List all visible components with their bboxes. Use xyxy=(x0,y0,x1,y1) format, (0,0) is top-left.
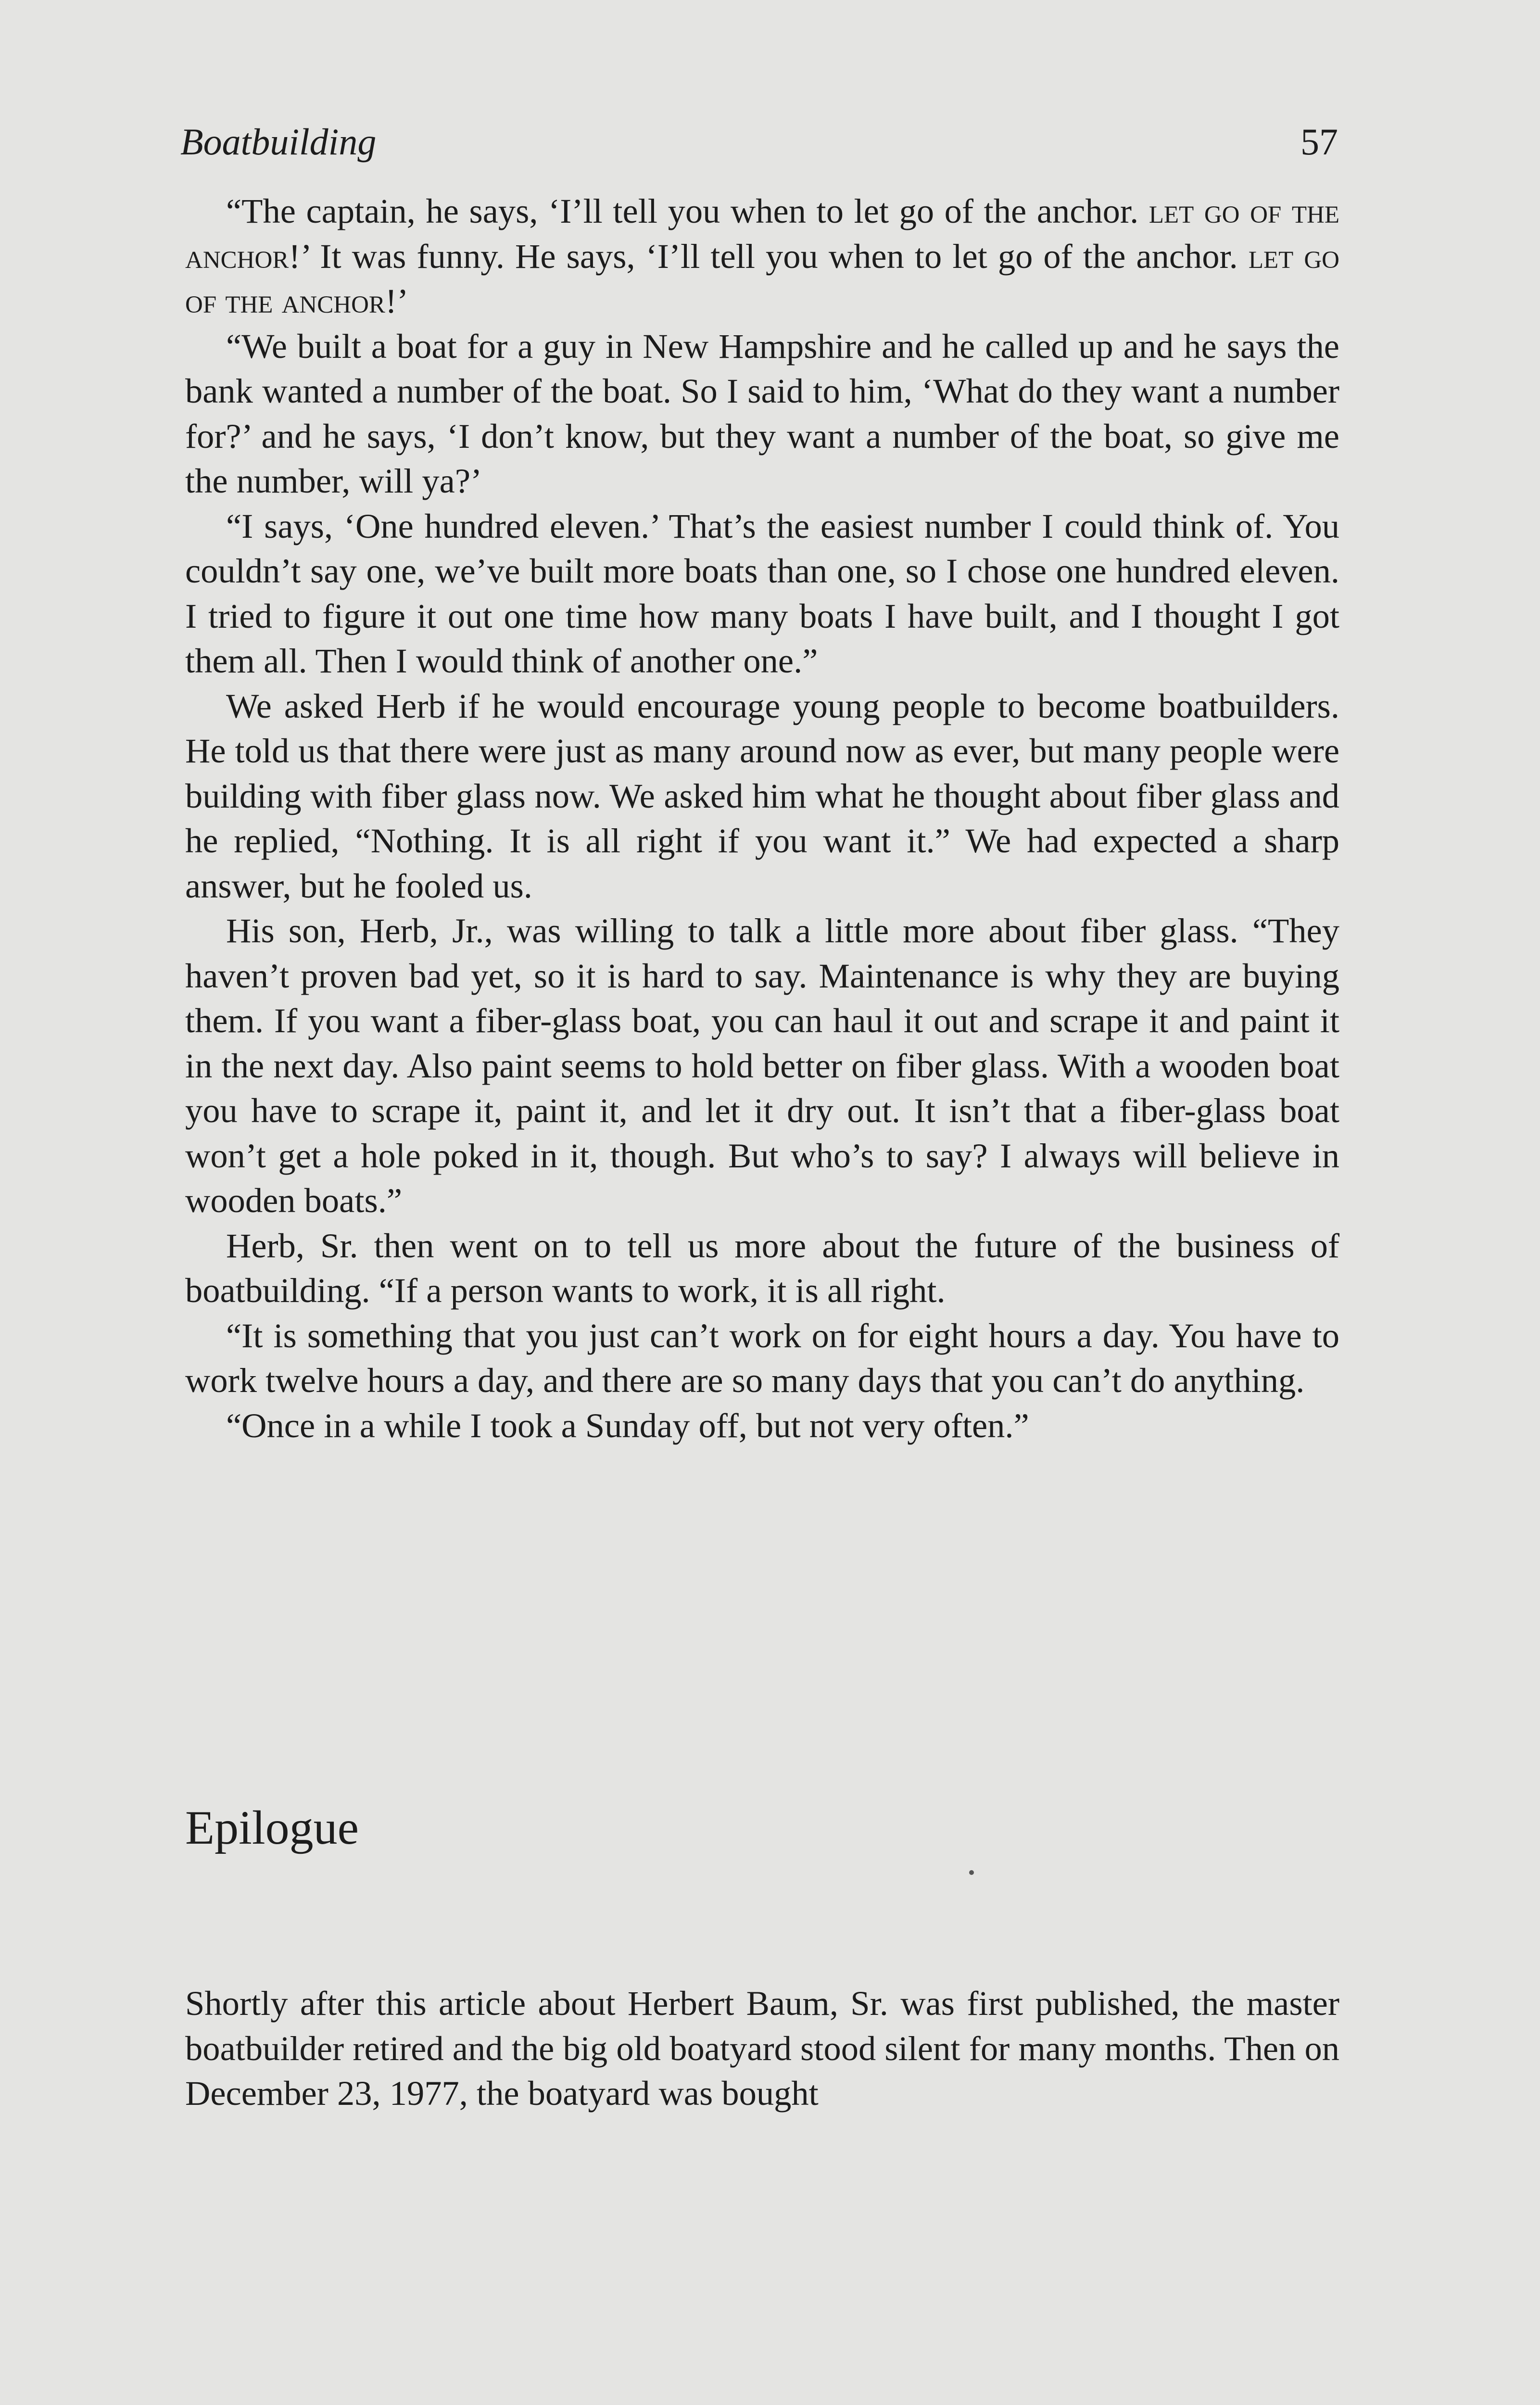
epilogue-paragraph: Shortly after this article about Herbert Baum, Sr. was first published, the master boatbuilder retired and the big old boatyard stood silent for many months. Then on December 23, 1977, the boatyard was bought xyxy=(185,1984,1339,2113)
paragraph-4: We asked Herb if he would encourage young people to become boatbuilders. He told us that there were just as many around now as ever, but many people were building with fiber glass now. We asked him what he thought about fiber glass and he replied, “Nothing. It is all right if you want it.” We had expected a sharp answer, but he fooled us. xyxy=(185,686,1339,905)
paragraph-1 xyxy=(185,189,1339,324)
paragraph-3: “I says, ‘One hundred eleven.’ That’s the easiest number I could think of. You couldn’t say one, we’ve built more boats than one, so I chose one hundred eleven. I tried to figure it out one time how many boats I have built, and I thought I got them all. Then I would think of another one.” xyxy=(185,506,1339,680)
paragraph-1-part-c: !’ It was funny. He says, ‘I’ll tell you when to let go of the anchor. xyxy=(289,236,1249,276)
paragraph-5: His son, Herb, Jr., was willing to talk a little more about fiber glass. “They haven’t proven bad yet, so it is hard to say. Maintenance is why they are buying them. If you want a fiber-glass boat, you can haul it out and scrape it and paint it in the next day. Also paint seems to hold better on fiber glass. With a wooden boat you have to scrape it, paint it, and let it dry out. It isn’t that a fiber-glass boat won’t get a hole poked in it, though. But who’s to say? I always will believe in wooden boats.” xyxy=(185,911,1339,1220)
paragraph-1-part-e: !’ xyxy=(385,281,409,320)
body-text xyxy=(185,189,1339,1448)
running-head: Boatbuilding xyxy=(180,121,377,163)
paragraph-8: “Once in a while I took a Sunday off, but not very often.” xyxy=(226,1405,1029,1445)
paragraph-6: Herb, Sr. then went on to tell us more about the future of the business of boatbuilding. “If a person wants to work, it is all right. xyxy=(185,1226,1339,1310)
page-number: 57 xyxy=(1300,121,1338,163)
page-header xyxy=(180,120,1338,173)
paragraph-7: “It is something that you just can’t work on for eight hours a day. You have to work twelve hours a day, and there are so many days that you can’t do anything. xyxy=(185,1316,1339,1400)
small-caps-phrase: let go of the anchor xyxy=(185,236,1340,320)
epilogue-heading: Epilogue xyxy=(185,1801,359,1854)
paragraph-1-part-a: “The captain, he says, ‘I’ll tell you when to let go of the anchor. xyxy=(226,191,1149,230)
paragraph-2: “We built a boat for a guy in New Hampshire and he called up and he says the bank wanted a number of the boat. So I said to him, ‘What do they want a number for?’ and he says, ‘I don’t know, but they want a number of the boat, so give me the number, will ya?’ xyxy=(185,326,1339,500)
small-caps-phrase: let go of the anchor xyxy=(185,191,1339,276)
epilogue-text xyxy=(185,1981,1339,2116)
print-speck xyxy=(969,1870,974,1875)
